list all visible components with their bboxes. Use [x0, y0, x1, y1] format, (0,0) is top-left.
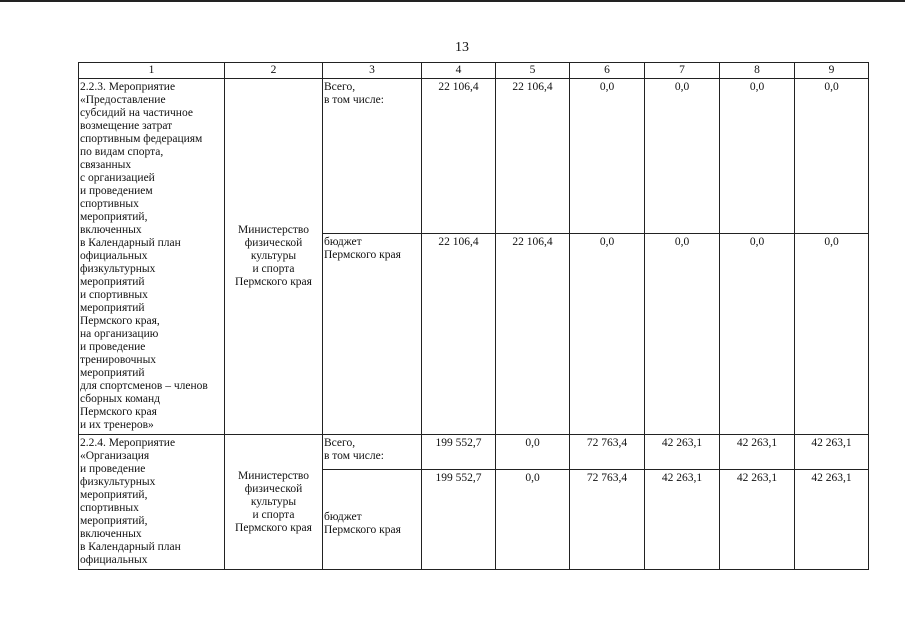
budget-table [78, 62, 869, 570]
value-cell: 22 106,4 [422, 234, 496, 435]
table-row [79, 435, 869, 470]
value-cell: 42 263,1 [795, 469, 869, 569]
value-cell: 0,0 [645, 234, 720, 435]
value-cell: 42 263,1 [645, 435, 720, 470]
header-row [79, 63, 869, 79]
source-cell: бюджет Пермского края [323, 234, 422, 435]
header-cell: 7 [645, 63, 720, 79]
value-cell: 0,0 [496, 435, 570, 470]
value-cell: 0,0 [720, 79, 795, 234]
activity-cell: 2.2.4. Мероприятие «Организация и проведение физкультурных мероприятий, спортивных мероприятий, включенных в Календарный план официальных [79, 435, 225, 570]
header-cell: 9 [795, 63, 869, 79]
page-number: 13 [455, 40, 469, 55]
value-cell: 0,0 [645, 79, 720, 234]
value-cell: 0,0 [720, 234, 795, 435]
header-cell: 3 [323, 63, 422, 79]
top-border-line [0, 0, 905, 2]
activity-cell: 2.2.3. Мероприятие «Предоставление субсидий на частичное возмещение затрат спортивным федерациям по видам спорта, связанных с организацией и проведением спортивных мероприятий, включенных в Календарный план официальных физкультурных мероприятий и спортивных мероприятий Пермского края, на организацию и проведение тренировочных мероприятий для спортсменов – членов сборных команд Пермского края и их тренеров» [79, 79, 225, 435]
header-cell: 8 [720, 63, 795, 79]
value-cell: 22 106,4 [496, 234, 570, 435]
source-cell: Всего, в том числе: [323, 79, 422, 234]
value-cell: 0,0 [795, 234, 869, 435]
header-cell: 6 [570, 63, 645, 79]
header-cell: 2 [225, 63, 323, 79]
executor-cell: Министерство физической культуры и спорта Пермского края [225, 79, 323, 435]
value-cell: 199 552,7 [422, 435, 496, 470]
value-cell: 0,0 [795, 79, 869, 234]
value-cell: 22 106,4 [496, 79, 570, 234]
value-cell: 42 263,1 [720, 435, 795, 470]
value-cell: 42 263,1 [720, 469, 795, 569]
header-cell: 1 [79, 63, 225, 79]
header-cell: 5 [496, 63, 570, 79]
value-cell: 42 263,1 [795, 435, 869, 470]
value-cell: 22 106,4 [422, 79, 496, 234]
value-cell: 0,0 [570, 234, 645, 435]
value-cell: 72 763,4 [570, 469, 645, 569]
value-cell: 199 552,7 [422, 469, 496, 569]
header-cell: 4 [422, 63, 496, 79]
value-cell: 42 263,1 [645, 469, 720, 569]
value-cell: 0,0 [570, 79, 645, 234]
value-cell: 72 763,4 [570, 435, 645, 470]
executor-cell: Министерство физической культуры и спорта Пермского края [225, 435, 323, 570]
table-row [79, 79, 869, 234]
source-cell: Всего, в том числе: [323, 435, 422, 470]
value-cell: 0,0 [496, 469, 570, 569]
source-cell: бюджет Пермского края [323, 469, 422, 569]
